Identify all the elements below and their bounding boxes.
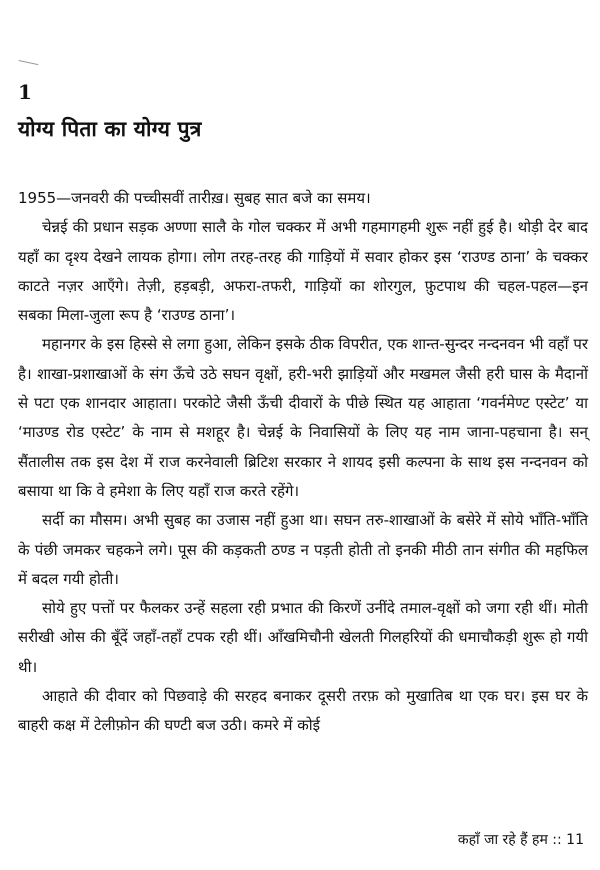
paragraph-winter-morning: सर्दी का मौसम। अभी सुबह का उजास नहीं हुआ था। सघन तरु-शाखाओं के बसेरे में सोये भाँति-भाँति के पंछी जमकर चहकने लगे। पूस की कड़कती ठण्ड न पड़ती होती तो इनकी मीठी तान संगीत की महफिल में बदल गयी होती। <box>18 511 588 588</box>
paragraph-date-line: 1955—जनवरी की पच्चीसवीं तारीख़। सुबह सात बजे का समय। <box>18 189 371 207</box>
paragraph-morning-rays: सोये हुए पत्तों पर फैलकर उन्हें सहला रही प्रभात की किरणें उनींदे तमाल-वृक्षों को जगा रही थीं। मोती सरीखी ओस की बूँदें जहाँ-तहाँ टपक रही थीं। आँखमिचौनी खेलती गिलहरियों की धमाचौकड़ी शुरू हो गयी थी। <box>18 599 588 676</box>
chapter-body <box>18 184 588 741</box>
chapter-title: योग्य पिता का योग्य पुत्र <box>18 117 202 141</box>
chapter-number: 1 <box>18 80 32 104</box>
paragraph-round-thana: चेन्नई की प्रधान सड़क अण्णा सालै के गोल चक्कर में अभी गहमागहमी शुरू नहीं हुई है। थोड़ी देर बाद यहाँ का दृश्य देखने लायक होगा। लोग तरह-तरह की गाड़ियों में सवार होकर इस ‘राउण्ड ठाना’ के चक्कर काटते नज़र आएँगे। तेज़ी, हड़बड़ी, अफरा-तफरी, गाड़ियों का शोरगुल, फ़ुटपाथ की चहल-पहल—इन सबका मिला-जुला रूप है ‘राउण्ड ठाना’। <box>18 218 588 325</box>
page-footer-running-title: कहाँ जा रहे हैं हम :: 11 <box>457 832 584 848</box>
paragraph-government-estate: महानगर के इस हिस्से से लगा हुआ, लेकिन इसके ठीक विपरीत, एक शान्त-सुन्दर नन्दनवन भी वहाँ पर है। शाखा-प्रशाखाओं के संग ऊँचे उठे सघन वृक्षों, हरी-भरी झाड़ियों और मखमल जैसी हरी घास के मैदानों से पटा एक शानदार आहाता। परकोटे जैसी ऊँची दीवारों के पीछे स्थित यह आहाता ‘गवर्नमेण्ट एस्टेट’ या ‘माउण्ड रोड एस्टेट’ के नाम से मशहूर है। चेन्नई के निवासियों के लिए यह नाम जाना-पहचाना है। सन् सैंतालीस तक इस देश में राज करनेवाली ब्रिटिश सरकार ने शायद इसी कल्पना के साथ इस नन्दनवन को बसाया था कि वे हमेशा के लिए यहाँ राज करते रहेंगे। <box>18 335 588 500</box>
corner-pencil-mark <box>18 60 39 69</box>
paragraph-house-telephone: आहाते की दीवार को पिछवाड़े की सरहद बनाकर दूसरी तरफ़ को मुखातिब था एक घर। इस घर के बाहरी कक्ष में टेलीफ़ोन की घण्टी बज उठी। कमरे में कोई <box>18 687 588 735</box>
